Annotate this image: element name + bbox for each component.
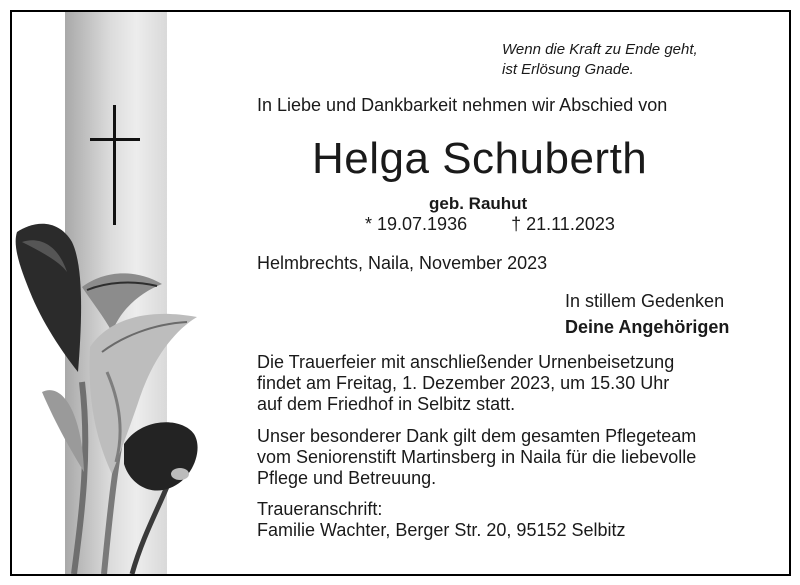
funeral-line: auf dem Friedhof in Selbitz statt. bbox=[257, 394, 516, 414]
birth-name: geb. Rauhut bbox=[429, 194, 528, 213]
funeral-line: findet am Freitag, 1. Dezember 2023, um 15.30 Uhr bbox=[257, 373, 670, 393]
funeral-line: Die Trauerfeier mit anschließender Urnenbeisetzung bbox=[257, 352, 675, 372]
thanks-line: Pflege und Betreuung. bbox=[257, 468, 437, 488]
address-label: Traueranschrift: bbox=[257, 499, 383, 519]
motto-line: Wenn die Kraft zu Ende geht, bbox=[502, 41, 698, 58]
obituary-notice bbox=[10, 10, 791, 576]
birth-date: * 19.07.1936 bbox=[365, 214, 468, 234]
memory-line: In stillem Gedenken bbox=[565, 291, 725, 311]
thanks-line: Unser besonderer Dank gilt dem gesamten Pflegeteam bbox=[257, 426, 697, 446]
thanks-line: vom Seniorenstift Martinsberg in Naila für die liebevolle bbox=[257, 447, 697, 467]
place-date: Helmbrechts, Naila, November 2023 bbox=[257, 253, 548, 273]
motto bbox=[502, 40, 698, 80]
deceased-name: Helga Schuberth bbox=[312, 134, 648, 183]
thanks-note bbox=[257, 426, 696, 489]
family-signature: Deine Angehörigen bbox=[565, 317, 730, 337]
funeral-details bbox=[257, 352, 674, 415]
calla-lily-icon bbox=[12, 212, 212, 574]
death-date: † 21.11.2023 bbox=[511, 214, 615, 234]
address-line: Familie Wachter, Berger Str. 20, 95152 Selbitz bbox=[257, 520, 626, 540]
motto-line: ist Erlösung Gnade. bbox=[502, 61, 634, 78]
cross-icon bbox=[90, 105, 140, 225]
intro-text: In Liebe und Dankbarkeit nehmen wir Abschied von bbox=[257, 95, 668, 115]
life-dates bbox=[365, 214, 615, 235]
mourning-address bbox=[257, 499, 626, 541]
